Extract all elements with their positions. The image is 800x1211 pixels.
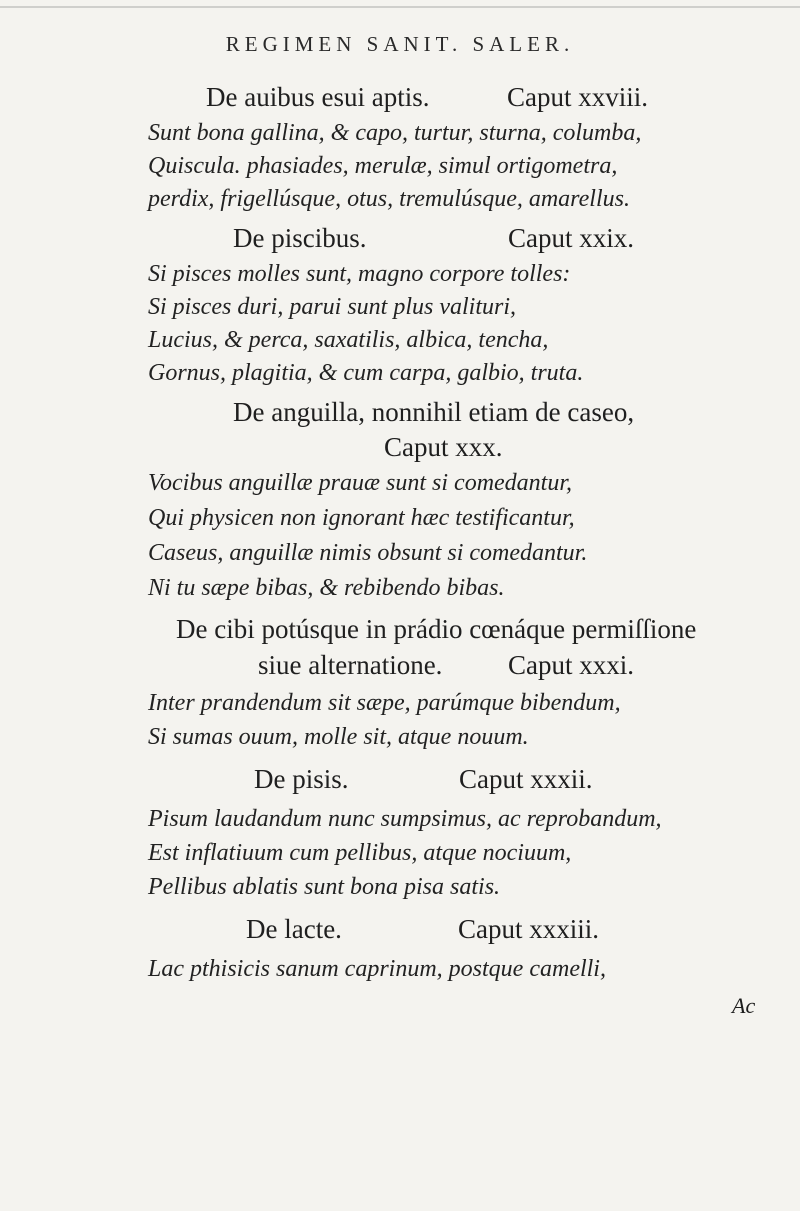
chapter-number: Caput xxxi.	[508, 650, 634, 680]
verse-line: Pellibus ablatis sunt bona pisa satis.	[148, 874, 501, 900]
verse-line: Inter prandendum sit sæpe, parúmque bibendum,	[148, 690, 621, 716]
verse-line: Ni tu sæpe bibas, & rebibendo bibas.	[148, 575, 505, 601]
catchword: Ac	[732, 993, 756, 1018]
verse-line: Si pisces molles sunt, magno corpore tolles:	[148, 261, 571, 287]
chapter-number: Caput xxx.	[384, 432, 503, 462]
verse-line: Si pisces duri, parui sunt plus valituri,	[148, 294, 517, 320]
verse-line: Est inflatiuum cum pellibus, atque nociuum,	[148, 840, 572, 866]
chapter-number: Caput xxix.	[508, 223, 634, 253]
verse-line: Sunt bona gallina, & capo, turtur, sturna, columba,	[148, 120, 642, 146]
top-rule	[0, 6, 800, 8]
running-header: REGIMEN SANIT. SALER.	[225, 32, 575, 56]
verse-line: Gornus, plagitia, & cum carpa, galbio, truta.	[148, 360, 584, 386]
verse-line: Vocibus anguillæ prauæ sunt si comedantur,	[148, 470, 573, 496]
section-heading: De pisis.	[254, 764, 349, 794]
section-heading: De lacte.	[246, 914, 342, 944]
section-heading: De anguilla, nonnihil etiam de caseo,	[233, 397, 635, 427]
section-heading: De piscibus.	[233, 223, 367, 253]
section-heading: De cibi potúsque in prádio cœnáque permiſſione	[176, 614, 697, 644]
verse-line: Si sumas ouum, molle sit, atque nouum.	[148, 724, 529, 750]
verse-line: Caseus, anguillæ nimis obsunt si comedantur.	[148, 540, 588, 566]
chapter-number: Caput xxviii.	[507, 82, 648, 112]
verse-line: Lucius, & perca, saxatilis, albica, tencha,	[148, 327, 549, 353]
chapter-number: Caput xxxii.	[459, 764, 593, 794]
verse-line: Pisum laudandum nunc sumpsimus, ac reprobandum,	[148, 806, 662, 832]
verse-line: perdix, frigellúsque, otus, tremulúsque, amarellus.	[148, 186, 630, 212]
verse-line: Quiscula. phasiades, merulæ, simul ortigometra,	[148, 153, 618, 179]
verse-line: Qui physicen non ignorant hæc testificantur,	[148, 505, 575, 531]
verse-line: Lac pthisicis sanum caprinum, postque camelli,	[148, 956, 606, 982]
section-heading: De auibus esui aptis.	[206, 82, 430, 112]
section-heading-continued: siue alternatione.	[258, 650, 443, 680]
chapter-number: Caput xxxiii.	[458, 914, 599, 944]
